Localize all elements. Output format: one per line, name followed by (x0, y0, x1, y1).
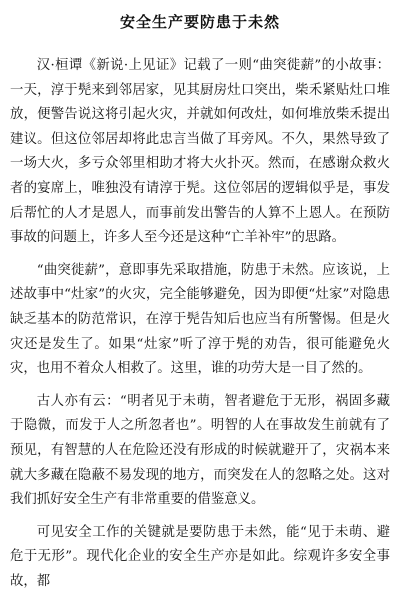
paragraph-2: “曲突徙薪”，意即事先采取措施，防患于未然。应该说，上述故事中“灶家”的火灾，完全能够避免，因为即便“灶家”对隐患缺乏基本的防范常识，在淳于髡告知后也应当有所警惕。但是火灾还是发生了。如果“灶家”听了淳于髡的劝告，很可能避免火灾，也用不着众人相救了。这里，谁的功劳大是一目了然的。 (10, 262, 390, 377)
document-title: 安全生产要防患于未然 (119, 13, 280, 31)
paragraph-1: 汉·桓谭《新说·上见证》记载了一则“曲突徙薪”的小故事：一天，淳于髡来到邻居家，见其厨房灶口突出，柴禾紧贴灶口堆放，便警告说这将引起火灾，并就如何改灶，如何堆放柴禾提出建议。但这位邻居却将此忠言当做了耳旁风。不久，果然导致了一场大火，多亏众邻里相助才将大火扑灭。然而，在感谢众救火者的宴席上，唯独没有请淳于髡。这位邻居的逻辑似乎是，事发后帮忙的人才是恩人，而事前发出警告的人算不上恩人。在预防事故的问题上，许多人至今还是这种“亡羊补牢”的思路。 (10, 58, 390, 246)
paragraph-3: 古人亦有云：“明者见于未萌，智者避危于无形，祸固多藏于隐微，而发于人之所忽者也”。明智的人在事故发生前就有了预见，有智慧的人在危险还没有形成的时候就避开了，灾祸本来就大多藏在隐蔽不易发现的地方，而突发在人的忽略之处。这对我们抓好安全生产有非常重要的借鉴意义。 (10, 393, 390, 508)
paragraph-4: 可见安全工作的关键就是要防患于未然，能“见于未萌、避危于无形”。现代化企业的安全生产亦是如此。综观许多安全事故，都 (10, 524, 390, 589)
